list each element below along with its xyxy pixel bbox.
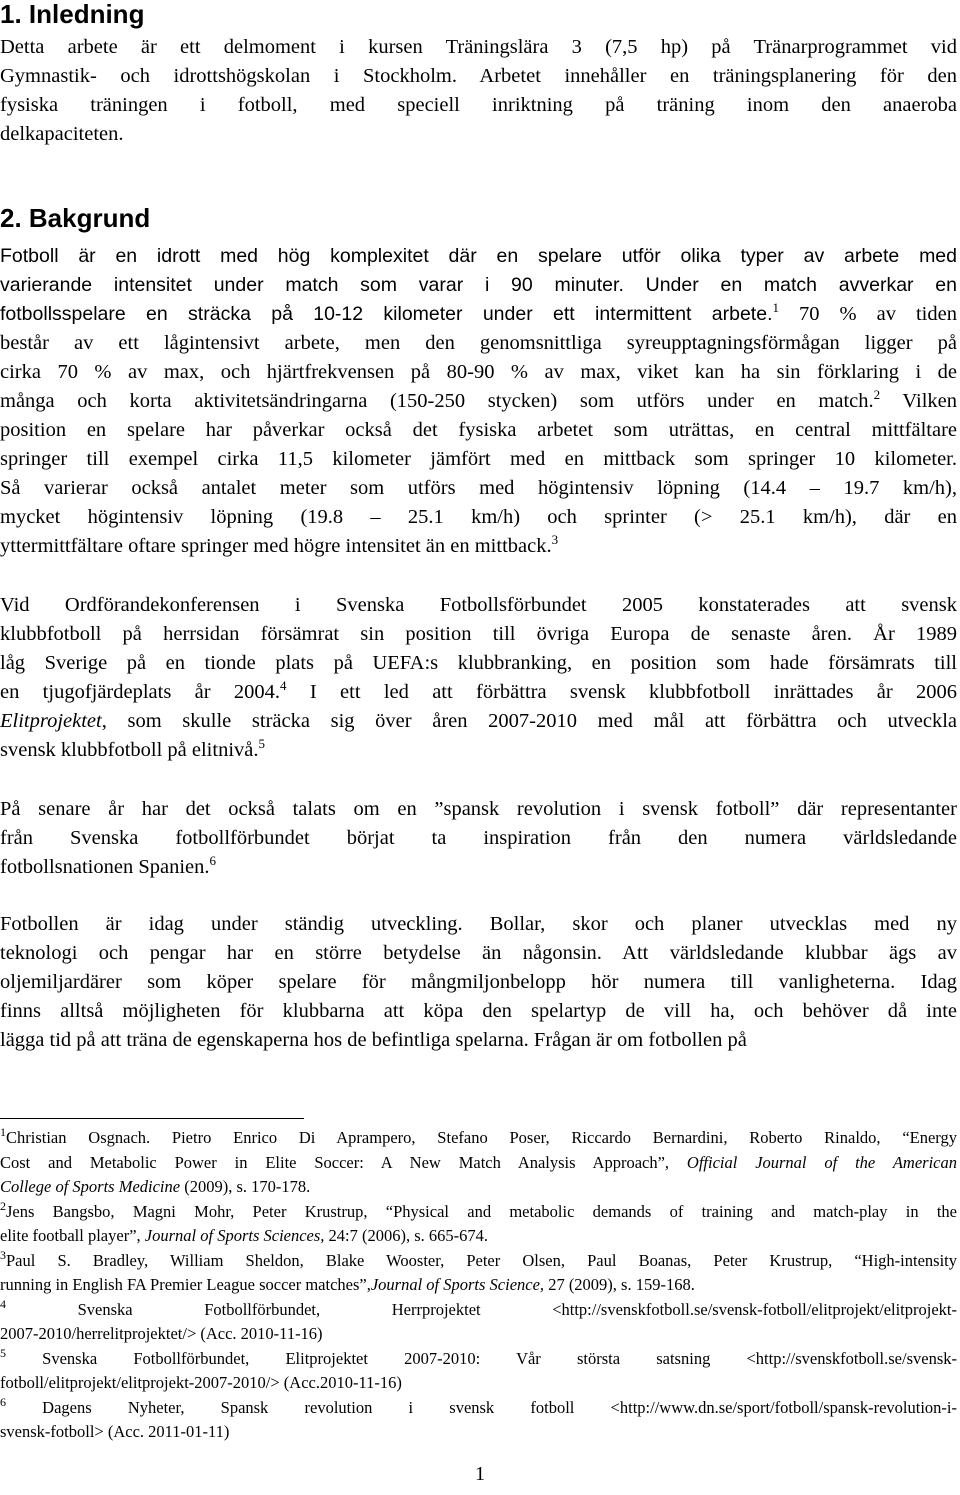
footnote-line <box>0 1200 957 1225</box>
footnote-ref: 5 <box>258 736 265 751</box>
text-line: varierande intensitet under match som varar i 90 minuter. Under en match avverkar en <box>0 274 957 296</box>
text-line: oljemiljardärer som köper spelare för mångmiljonbelopp hör numera till vanligheterna. Idag <box>0 971 957 993</box>
footnote-line <box>0 1224 957 1249</box>
footnote-line <box>0 1298 957 1323</box>
text-span: fotbollsspelare en sträcka på 10-12 kilometer under ett intermittent arbete. <box>0 303 773 325</box>
footnote-number: 1 <box>0 1125 6 1139</box>
text-line: lägga tid på att träna de egenskaperna hos de befintliga spelarna. Frågan är om fotbollen på <box>0 1029 747 1051</box>
text-line: finns alltså möjligheten för klubbarna att köpa den spelartyp de vill ha, och behöver då inte <box>0 1000 957 1022</box>
text-span: fotbollsnationen Spanien. <box>0 856 210 878</box>
section-heading-inledning: 1. Inledning <box>0 0 145 29</box>
footnote-line <box>0 1396 957 1421</box>
footnote-number: 3 <box>0 1247 6 1262</box>
footnote-line <box>0 1175 957 1200</box>
paragraph-intro <box>0 33 957 149</box>
text-line <box>0 736 957 765</box>
paragraph-bakgrund <box>0 242 957 561</box>
text-span: en tjugofjärdeplats år 2004. <box>0 681 281 703</box>
paragraph-elitprojektet <box>0 591 957 765</box>
section-heading-bakgrund: 2. Bakgrund <box>0 203 151 233</box>
text-line: från Svenska fotbollförbundet börjat ta inspiration från den numera världsledande <box>0 827 957 849</box>
footnote-line: 2007-2010/herrelitprojektet/> (Acc. 2010-11-16) <box>0 1324 323 1343</box>
text-span: 70 % av tiden <box>778 303 957 325</box>
footnote-line: svensk-fotboll> (Acc. 2011-01-11) <box>0 1422 230 1441</box>
footnote-ref: 2 <box>873 387 881 402</box>
text-span: , som skulle sträcka sig över åren 2007-2010 med mål att förbättra och utveckla <box>101 710 957 732</box>
text-line: mycket högintensiv löpning (19.8 – 25.1 km/h) och sprinter (> 25.1 km/h), där en <box>0 506 957 528</box>
text-line: Gymnastik- och idrottshögskolan i Stockholm. Arbetet innehåller en träningsplanering för den <box>0 65 957 87</box>
text-span: Christian Osgnach. Pietro Enrico Di Aprampero, Stefano Poser, Riccardo Bernardini, Roberto Rinaldo, “Energy <box>6 1128 957 1147</box>
text-span: Svenska Fotbollförbundet, Elitprojektet 2007-2010: Vår största satsning <http://svenskfotboll.se/svensk- <box>6 1348 957 1368</box>
text-line: består av ett lågintensivt arbete, men den genomsnittliga syreupptagningsförmågan ligger på <box>0 332 957 354</box>
emphasis-text: Journal of Sports Sciences, <box>144 1226 325 1245</box>
emphasis-text: Elitprojektet <box>0 710 102 732</box>
footnote-line: fotboll/elitprojekt/elitprojekt-2007-2010/> (Acc.2010-11-16) <box>0 1373 402 1392</box>
footnote-ref: 4 <box>280 678 287 693</box>
text-line <box>0 707 957 736</box>
text-line: Detta arbete är ett delmoment i kursen Träningslära 3 (7,5 hp) på Tränarprogrammet vid <box>0 36 957 58</box>
text-span: Svenska Fotbollförbundet, Herrprojektet <http://svenskfotboll.se/svensk-fotboll/elitprojekt/elitprojekt- <box>6 1299 957 1319</box>
footnote-line <box>0 1126 957 1151</box>
text-line <box>0 853 957 882</box>
text-line: position en spelare har påverkar också det fysiska arbetet som uträttas, en central mittfältare <box>0 419 957 441</box>
text-span: 24:7 (2006), s. 665-674. <box>324 1226 489 1245</box>
emphasis-text: Journal of Sports Science, <box>370 1275 545 1294</box>
footnote-ref: 6 <box>209 853 217 868</box>
text-span: Dagens Nyheter, Spansk revolution i svensk fotboll <http://www.dn.se/sport/fotboll/spansk-revolution-i- <box>6 1397 957 1417</box>
text-span: Paul S. Bradley, William Sheldon, Blake Wooster, Peter Olsen, Paul Boanas, Peter Krustrup, “High-intensity <box>6 1250 957 1270</box>
footnote-line <box>0 1151 957 1176</box>
text-line <box>0 532 957 561</box>
footnote-ref: 1 <box>772 300 779 315</box>
footnote-number: 4 <box>0 1296 6 1311</box>
text-line: klubbfotboll på herrsidan försämrat sin position till övriga Europa de senaste åren. År 1989 <box>0 623 957 645</box>
footnotes <box>0 1126 957 1445</box>
text-line: Så varierar också antalet meter som utförs med högintensiv löpning (14.4 – 19.7 km/h), <box>0 477 957 499</box>
text-line: teknologi och pengar har en större betydelse än någonsin. Att världsledande klubbar ägs av <box>0 942 957 964</box>
text-line: cirka 70 % av max, och hjärtfrekvensen på 80-90 % av max, viket kan ha sin förklaring i de <box>0 361 957 383</box>
footnote-number: 2 <box>0 1198 6 1213</box>
footnote-line <box>0 1347 957 1372</box>
text-span: Jens Bangsbo, Magni Mohr, Peter Krustrup, “Physical and metabolic demands of training and match-play in the <box>6 1201 957 1221</box>
text-line: låg Sverige på en tionde plats på UEFA:s klubbranking, en position som hade försämrats till <box>0 652 957 674</box>
text-span: (2009), s. 170-178. <box>180 1177 311 1196</box>
text-line: Fotbollen är idag under ständig utveckling. Bollar, skor och planer utvecklas med ny <box>0 913 957 935</box>
paragraph-spansk-revolution <box>0 795 957 882</box>
text-line <box>0 300 957 329</box>
text-line: delkapaciteten. <box>0 123 124 145</box>
text-line: springer till exempel cirka 11,5 kilometer jämfört med en mittback som springer 10 kilometer. <box>0 448 957 470</box>
emphasis-text: College of Sports Medicine <box>0 1177 181 1196</box>
footnote-separator <box>0 1118 304 1119</box>
text-span: yttermittfältare oftare springer med högre intensitet än en mittback. <box>0 535 552 557</box>
text-span: I ett led att förbättra svensk klubbfotboll inrättades år 2006 <box>286 681 958 703</box>
text-line <box>0 678 957 707</box>
text-span: Vilken <box>880 390 957 412</box>
footnote-number: 5 <box>0 1345 6 1360</box>
text-span: elite football player”, <box>0 1226 145 1245</box>
text-span: running in English FA Premier League soccer matches”, <box>0 1275 371 1294</box>
text-line: fysiska träningen i fotboll, med speciell inriktning på träning inom den anaeroba <box>0 94 957 116</box>
footnote-ref: 3 <box>551 532 559 547</box>
text-span: svensk klubbfotboll på elitnivå. <box>0 739 259 761</box>
page-number: 1 <box>475 1463 485 1485</box>
text-span: Cost and Metabolic Power in Elite Soccer: A New Match Analysis Approach”, <box>0 1152 687 1172</box>
footnote-number: 6 <box>0 1394 6 1409</box>
emphasis-text: Official Journal of the American <box>686 1152 957 1172</box>
text-line: Vid Ordförandekonferensen i Svenska Fotbollsförbundet 2005 konstaterades att svensk <box>0 594 957 616</box>
paragraph-utveckling <box>0 910 957 1055</box>
text-line <box>0 387 957 416</box>
text-line: På senare år har det också talats om en ”spansk revolution i svensk fotboll” där representanter <box>0 798 957 820</box>
text-line: Fotboll är en idrott med hög komplexitet där en spelare utför olika typer av arbete med <box>0 245 957 267</box>
text-span: många och korta aktivitetsändringarna (150-250 stycken) som utförs under en match. <box>0 390 874 412</box>
footnote-line <box>0 1273 957 1298</box>
footnote-line <box>0 1249 957 1274</box>
text-span: 27 (2009), s. 159-168. <box>544 1275 695 1294</box>
